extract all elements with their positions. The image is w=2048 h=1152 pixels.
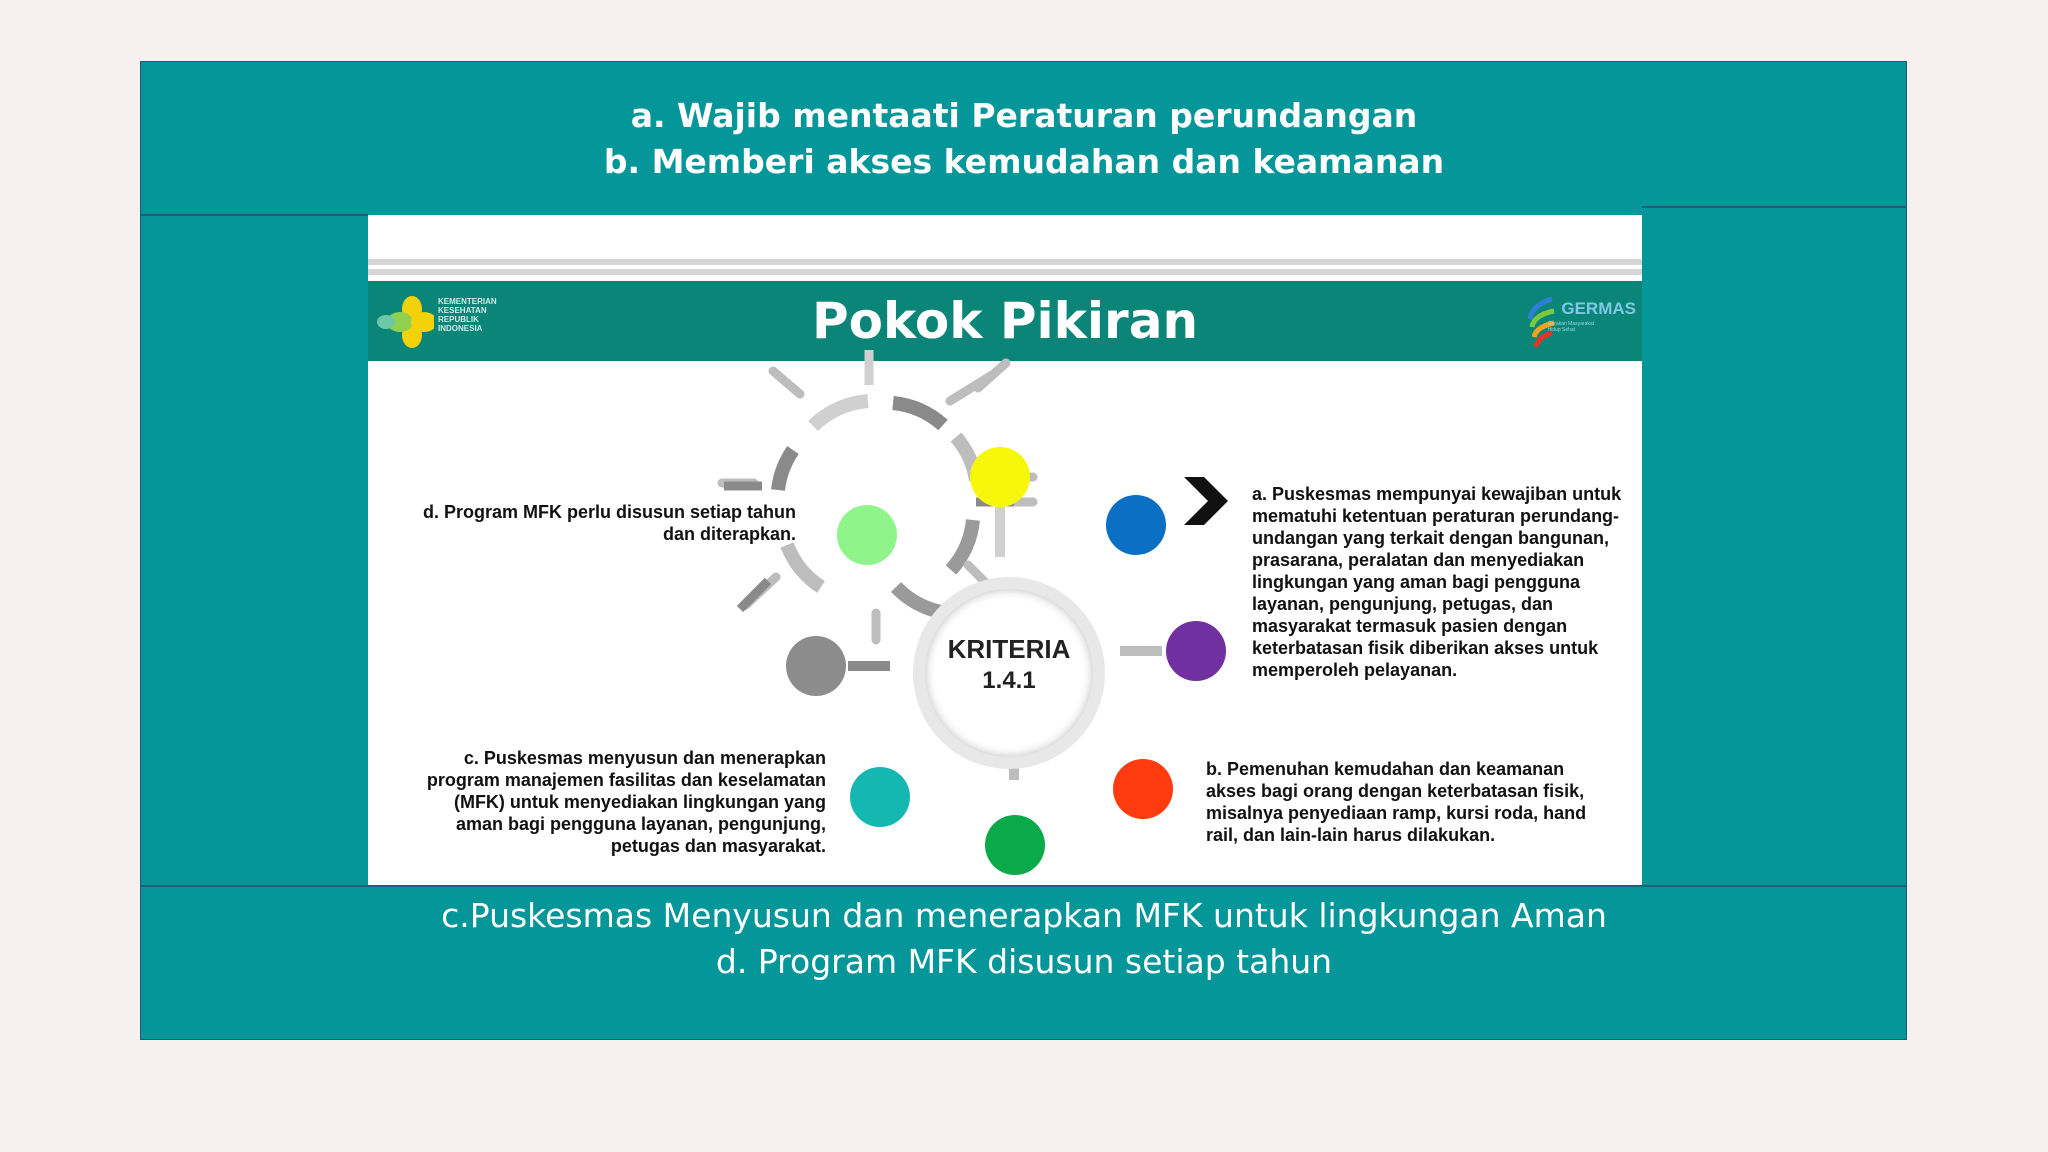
kemenkes-logo-text: KEMENTERIAN KESEHATAN REPUBLIK INDONESIA xyxy=(438,297,497,333)
divider-bottom xyxy=(140,885,1907,887)
dot-yellow xyxy=(970,447,1030,507)
divider-right-top xyxy=(1642,206,1907,208)
note-a: a. Puskesmas mempunyai kewajiban untuk mematuhi ketentuan peraturan perundang-undangan yang terkait dengan bangunan, prasarana, peralatan dan menyediakan lingkungan yang aman bagi pengguna layanan, pengunjung, petugas, dan masyarakat termasuk pasien dengan keterbatasan fisik diberikan akses untuk memperoleh pelayanan. xyxy=(1252,484,1622,680)
spoke xyxy=(740,581,768,609)
ring-segment xyxy=(787,545,821,587)
spoke xyxy=(995,507,1005,557)
germas-logo-text: GERMAS xyxy=(1561,299,1636,318)
footer-line-d: d. Program MFK disusun setiap tahun xyxy=(715,942,1333,981)
ring-segment xyxy=(813,401,868,426)
footer-line-c: c.Puskesmas Menyusun dan menerapkan MFK untuk lingkungan Aman xyxy=(441,896,1607,935)
spoke xyxy=(773,371,800,394)
chevron-right-icon xyxy=(1184,477,1230,527)
note-c: c. Puskesmas menyusun dan menerapkan program manajemen fasilitas dan keselamatan (MFK) untuk menyediakan lingkungan yang aman bagi pengguna layanan, pengunjung, petugas dan masyarakat. xyxy=(426,748,826,856)
header-line-b: b. Memberi akses kemudahan dan keamanan xyxy=(603,142,1445,181)
spoke xyxy=(1120,646,1162,656)
center-label-2: 1.4.1 xyxy=(982,667,1036,694)
ring-segment xyxy=(778,450,793,490)
dot-lightgreen xyxy=(837,505,897,565)
dot-red xyxy=(1113,759,1173,819)
embedded-slide xyxy=(368,215,1642,885)
dot-gray xyxy=(786,636,846,696)
ring-segment xyxy=(893,403,943,425)
dot-teal xyxy=(850,767,910,827)
dot-blue xyxy=(1106,495,1166,555)
spoke xyxy=(848,661,890,671)
dot-green xyxy=(985,815,1045,875)
divider-left-top xyxy=(140,214,368,216)
spoke xyxy=(950,375,992,401)
note-b: b. Pemenuhan kemudahan dan keamanan akses bagi orang dengan keterbatasan fisik, misalnya penyediaan ramp, kursi roda, hand rail, dan lain-lain harus dilakukan. xyxy=(1206,759,1587,845)
note-d: d. Program MFK perlu disusun setiap tahun dan diterapkan. xyxy=(422,502,796,544)
dot-purple xyxy=(1166,621,1226,681)
germas-logo-subtext: Gerakan Masyarakat Hidup Sehat xyxy=(1547,321,1594,333)
slide-title: Pokok Pikiran xyxy=(811,292,1199,350)
center-label-1: KRITERIA xyxy=(947,634,1071,664)
ring-segment xyxy=(896,587,941,612)
header-line-a: a. Wajib mentaati Peraturan perundangan xyxy=(630,96,1418,135)
